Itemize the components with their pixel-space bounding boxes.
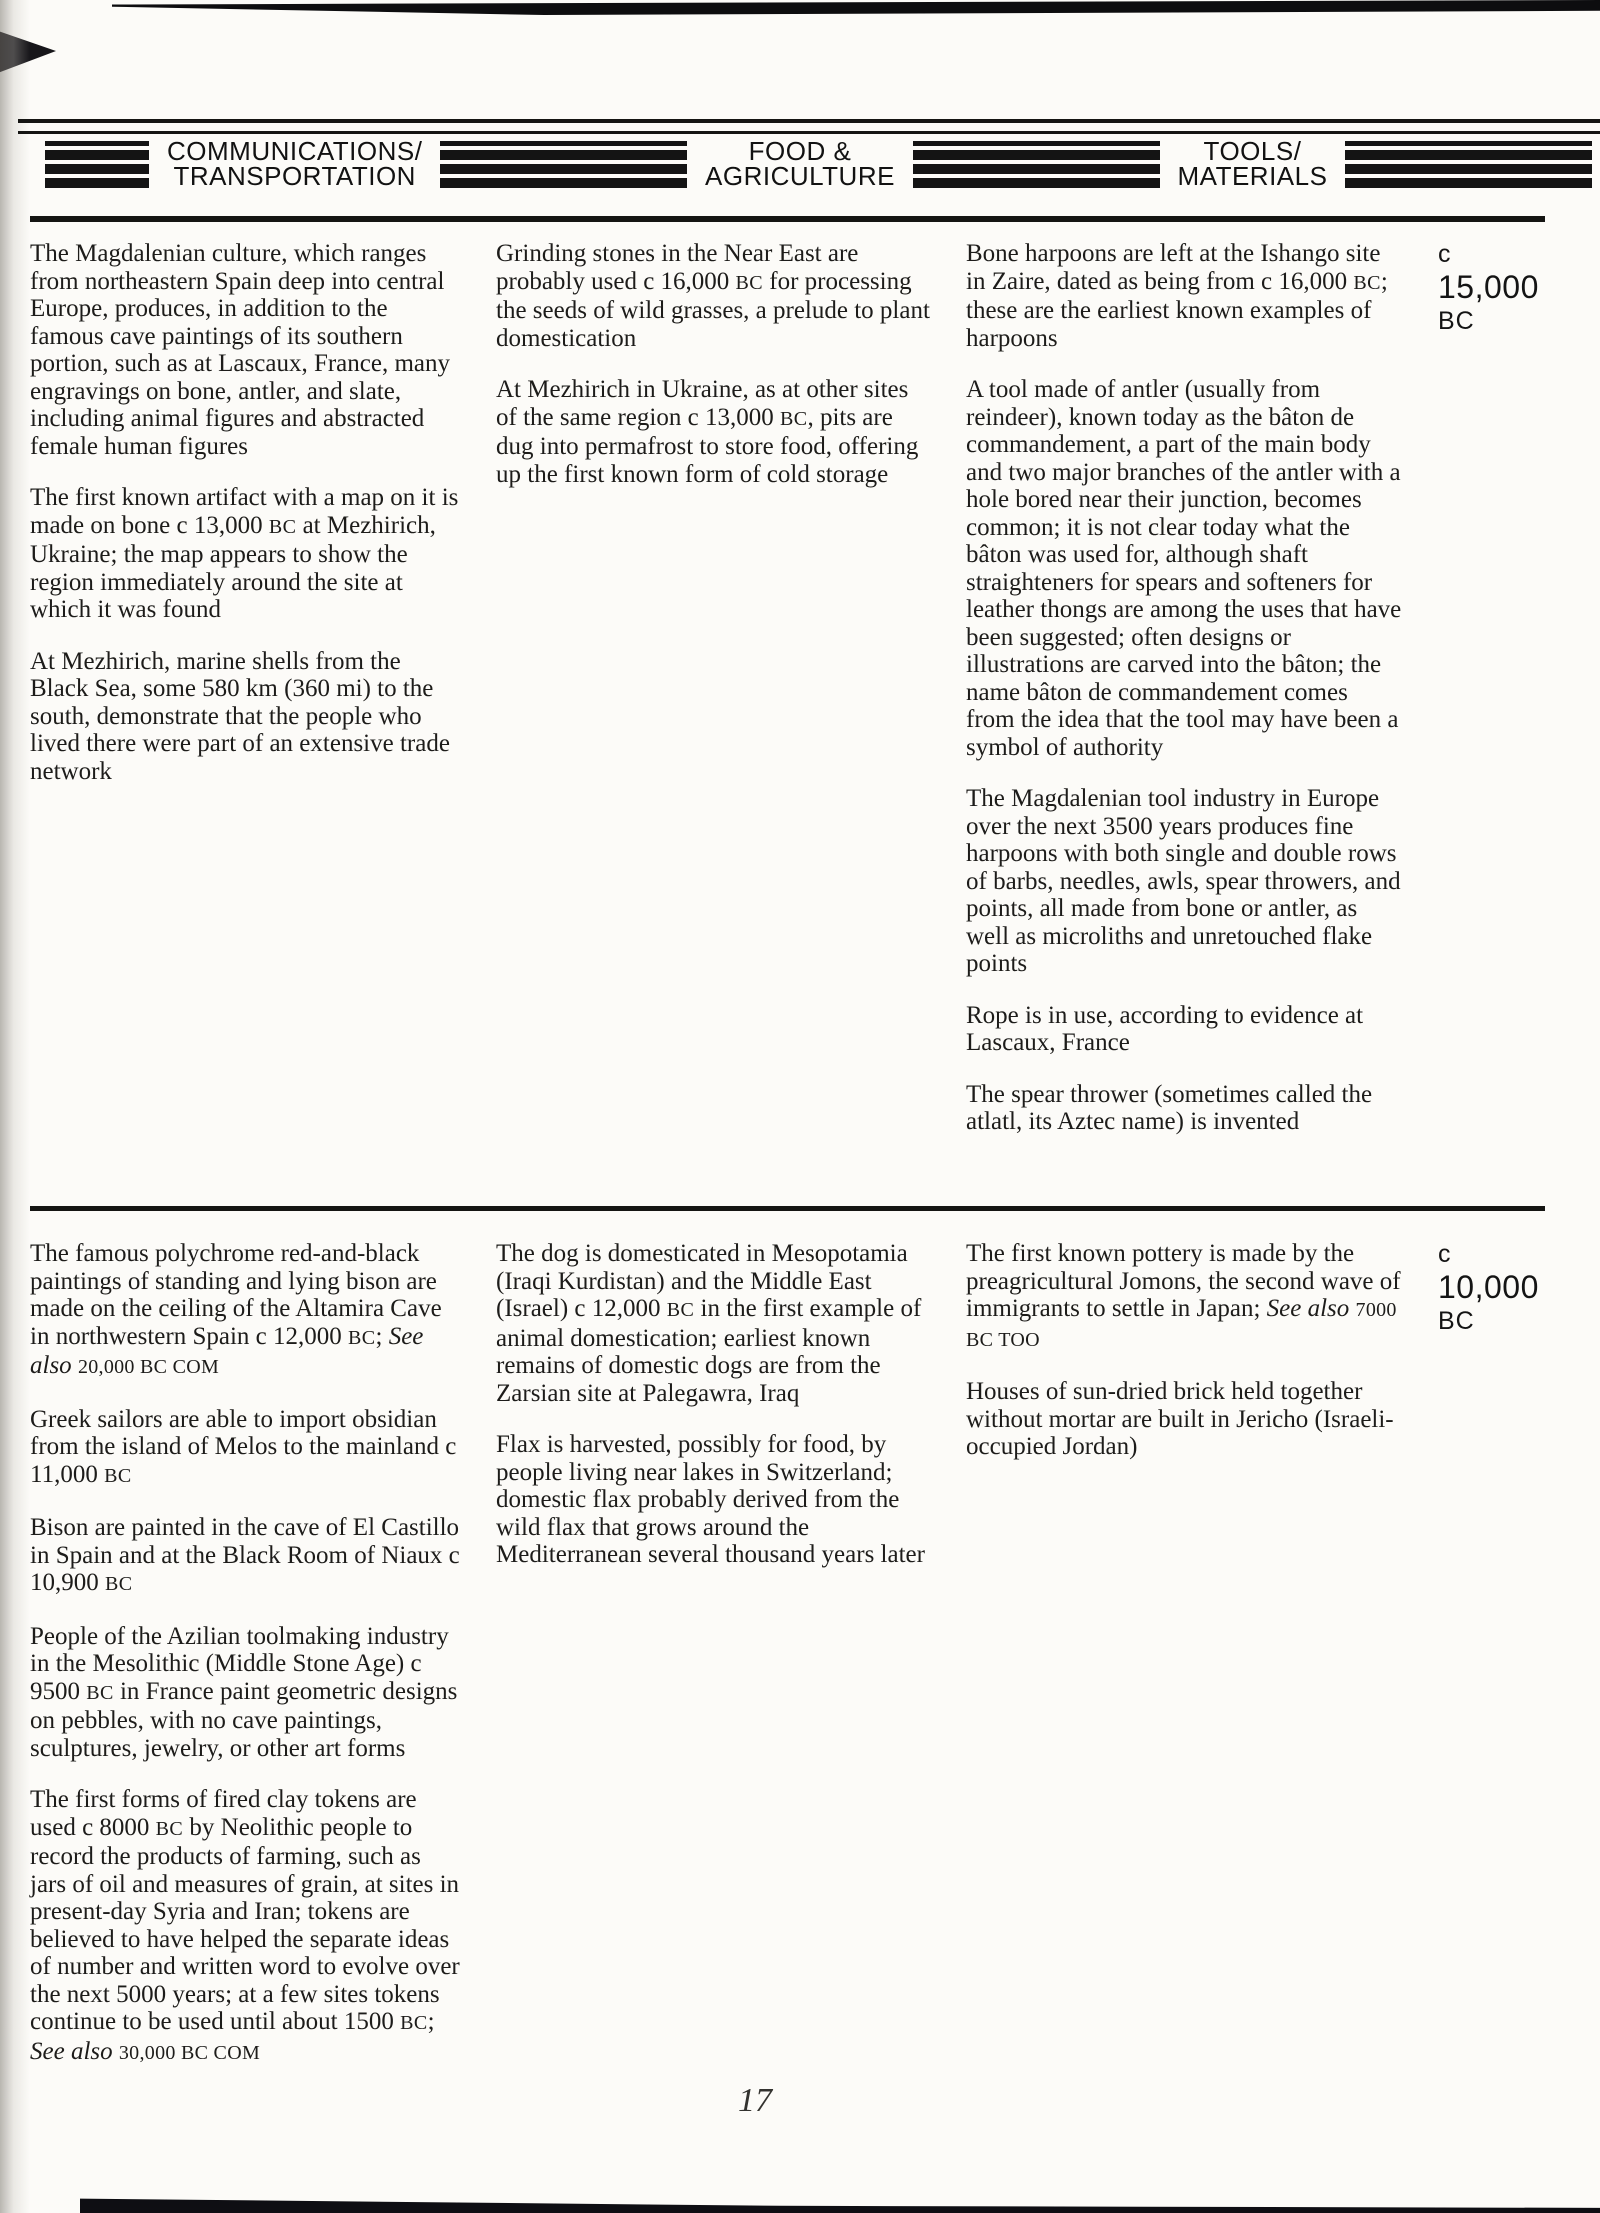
paragraph <box>30 1623 460 1763</box>
paragraph <box>30 1240 460 1382</box>
text-segment-sc: BC <box>105 1573 133 1595</box>
tools-materials-column <box>966 240 1402 1160</box>
paragraph <box>966 376 1402 761</box>
text-segment: The spear thrower (sometimes called the atlatl, its Aztec name) is invented <box>966 1080 1373 1135</box>
text-segment: ; these are the earliest known examples of harpoons <box>966 267 1388 352</box>
text-segment-sc: BC <box>86 1681 114 1704</box>
text-segment: Houses of sun-dried brick held together without mortar are built in Jericho (Israeli-occupied Jordan) <box>966 1378 1394 1460</box>
header-label-line: FOOD & <box>748 136 852 166</box>
header-label-line: TOOLS/ <box>1203 136 1302 166</box>
text-segment: A tool made of antler (usually from reindeer), known today as the bâton de commandement, a part of the main body and two major branches of the antler with a hole bored near their junction, becomes common; it is not clear today what the bâton was used for, although shaft straighteners for spears and softeners for leather thongs are among the uses that have been suggested; often designs or illustrations are carved into the bâton; the name bâton de commandement comes from the idea that the tool may have been a symbol of authority <box>966 376 1402 761</box>
text-segment: The Magdalenian culture, which ranges from northeastern Spain deep into central Europe, produces, in addition to the famous cave paintings of its southern portion, such as at Lascaux, France, many engravings on bone, antler, and slate, including animal figures and abstracted female human figures <box>30 240 451 460</box>
text-segment: ; <box>375 1322 389 1350</box>
paragraph <box>30 648 460 786</box>
text-segment-sc: BC <box>735 271 764 294</box>
text-segment-ref: 7000 BC TOO <box>966 1299 1397 1351</box>
header-label-line: MATERIALS <box>1177 161 1328 191</box>
text-segment: by Neolithic people to record the products of farming, such as jars of oil and measures of grain, at sites in present-day Syria and Iran; tokens are believed to have helped the separate ideas of number and written word to evolve over the next 5000 years; at a few sites tokens continue to be used until about 1500 <box>30 1813 460 2035</box>
text-segment-sc: BC <box>268 515 297 538</box>
text-segment: ; <box>427 2008 435 2035</box>
text-segment: Bone harpoons are left at the Ishango site in Zaire, dated as being from c 16,000 <box>966 240 1381 295</box>
header-stripe <box>913 141 1160 188</box>
text-segment-i: See also <box>30 2037 113 2065</box>
text-segment-sc: BC <box>779 407 808 430</box>
timeline-section-15000bc <box>30 240 1590 1160</box>
paragraph <box>496 240 930 352</box>
paragraph <box>30 240 460 460</box>
text-segment: , pits are dug into permafrost to store food, offering up the first known form of cold storage <box>496 403 919 488</box>
tools-materials-column <box>966 1240 1402 1485</box>
paragraph <box>30 1514 460 1599</box>
era-bc: BC <box>1438 1307 1475 1335</box>
food-agriculture-column <box>496 240 930 512</box>
timeline-section-10000bc <box>30 1240 1590 2091</box>
text-segment-ref: 30,000 BC COM <box>118 2041 261 2064</box>
text-segment: in France paint geometric designs on pebbles, with no cave paintings, sculptures, jewelry, or other art forms <box>30 1677 458 1762</box>
text-segment: At Mezhirich, marine shells from the Black Sea, some 580 km (360 mi) to the south, demonstrate that the people who lived there were part of an extensive trade network <box>30 647 450 785</box>
page-top-edge-shadow <box>0 0 1600 15</box>
text-segment: Greek sailors are able to import obsidian from the island of Melos to the mainland c 11,000 <box>30 1405 457 1488</box>
era-year: 15,000 <box>1438 269 1539 305</box>
text-segment: for processing the seeds of wild grasses, a prelude to plant domestication <box>496 267 930 352</box>
text-segment-i: See also <box>30 1322 424 1379</box>
text-segment: The first known pottery is made by the preagricultural Jomons, the second wave of immigrants to settle in Japan; <box>966 1240 1401 1322</box>
header-stripe <box>440 141 687 188</box>
section-divider-rule <box>30 1206 1545 1211</box>
header-label-line: COMMUNICATIONS/ <box>167 136 423 166</box>
text-segment-ref: 20,000 BC COM <box>77 1356 220 1378</box>
era-bc: BC <box>1438 307 1475 335</box>
text-segment: The Magdalenian tool industry in Europe over the next 3500 years produces fine harpoons with both single and double rows of barbs, needles, awls, spear throwers, and points, all made from bone or antler, as well as microliths and unretouched flake points <box>966 785 1401 977</box>
paragraph <box>30 1786 460 2067</box>
text-segment: The first forms of fired clay tokens are used c 8000 <box>30 1786 417 1841</box>
paragraph <box>966 1081 1402 1136</box>
paragraph <box>966 1240 1402 1354</box>
header-second-rule <box>18 131 1600 134</box>
text-segment: The first known artifact with a map on it is made on bone c 13,000 <box>30 484 459 539</box>
paragraph <box>496 376 930 488</box>
text-segment: Bison are painted in the cave of El Castillo in Spain and at the Black Room of Niaux c 10,900 <box>30 1514 460 1596</box>
era-year: 10,000 <box>1438 1269 1539 1305</box>
communications-column <box>30 240 460 809</box>
header-stripe <box>1345 141 1592 188</box>
era-marker-15000bc <box>1438 240 1588 337</box>
column-header-food-agriculture <box>701 136 899 191</box>
paragraph <box>496 1431 930 1569</box>
column-header-row <box>45 137 1592 191</box>
column-header-communications-transportation <box>163 136 426 191</box>
paragraph <box>30 1406 460 1491</box>
text-segment: in the first example of animal domestication; earliest known remains of domestic dogs are from the Zarsian site at Palegawra, Iraq <box>496 1295 922 1407</box>
paragraph <box>496 1240 930 1407</box>
page-left-edge-shadow <box>0 0 30 2213</box>
text-segment: The famous polychrome red-and-black paintings of standing and lying bison are made on the ceiling of the Altamira Cave in northwestern Spain c 12,000 <box>30 1240 442 1350</box>
text-segment: People of the Azilian toolmaking industry in the Mesolithic (Middle Stone Age) c 9500 <box>30 1622 449 1705</box>
text-segment-sc: BC <box>104 1464 132 1487</box>
text-segment-sc: BC <box>348 1326 376 1349</box>
column-header-tools-materials <box>1174 136 1332 191</box>
text-segment-sc: BC <box>1353 271 1381 294</box>
text-segment: Rope is in use, according to evidence at Lascaux, France <box>966 1001 1364 1056</box>
text-segment: Grinding stones in the Near East are probably used c 16,000 <box>496 240 859 295</box>
text-segment: Flax is harvested, possibly for food, by people living near lakes in Switzerland; domestic flax probably derived from the wild flax that grows around the Mediterranean several thousand years later <box>496 1431 925 1568</box>
paragraph <box>966 785 1402 978</box>
era-marker-10000bc <box>1438 1240 1588 1337</box>
text-segment: The dog is domesticated in Mesopotamia (Iraqi Kurdistan) and the Middle East (Israel) c 12,000 <box>496 1240 908 1322</box>
food-agriculture-column <box>496 1240 930 1593</box>
era-circa: c <box>1438 240 1451 268</box>
paragraph <box>966 1378 1402 1461</box>
header-top-rule <box>18 119 1600 123</box>
page-bottom-edge-shadow <box>80 2197 1600 2213</box>
text-segment: at Mezhirich, Ukraine; the map appears to show the region immediately around the site at which it was found <box>30 511 436 623</box>
paragraph <box>966 240 1402 352</box>
paragraph <box>30 484 460 624</box>
text-segment-i: See also <box>1266 1295 1350 1322</box>
page-number: 17 <box>738 2082 772 2119</box>
header-label-line: TRANSPORTATION <box>173 161 416 191</box>
text-segment: At Mezhirich in Ukraine, as at other sites of the same region c 13,000 <box>496 376 909 431</box>
header-bottom-rule <box>30 216 1545 222</box>
text-segment-sc: BC <box>155 1817 184 1840</box>
header-stripe <box>45 141 149 188</box>
communications-column <box>30 1240 460 2091</box>
text-segment-sc: BC <box>400 2012 428 2034</box>
text-segment-sc: BC <box>666 1299 695 1321</box>
header-label-line: AGRICULTURE <box>705 161 895 191</box>
paragraph <box>966 1002 1402 1057</box>
era-circa: c <box>1438 1240 1451 1268</box>
